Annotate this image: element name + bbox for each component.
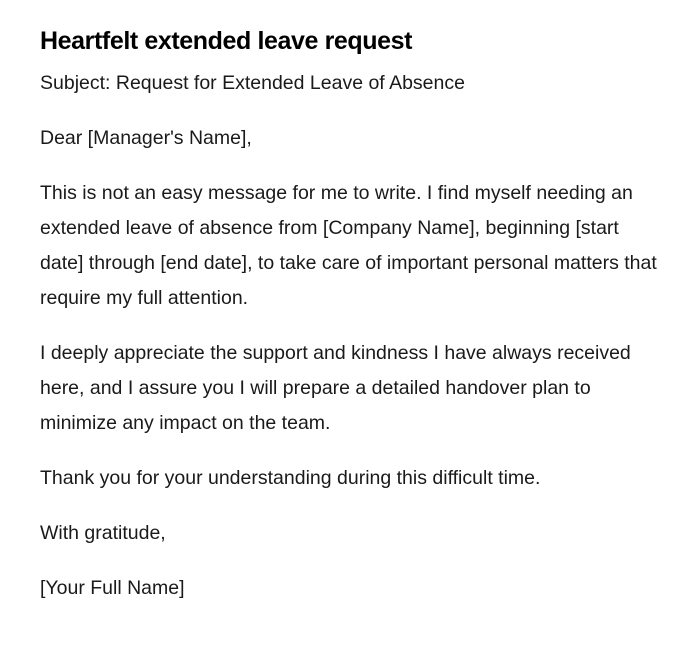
closing: With gratitude, (40, 522, 166, 544)
signature: [Your Full Name] (40, 577, 185, 599)
letter-document (40, 24, 660, 626)
salutation: Dear [Manager's Name], (40, 127, 252, 149)
body-paragraph-2: I deeply appreciate the support and kindness I have always received here, and I assure you I will prepare a detailed handover plan to minimize any impact on the team. (40, 342, 631, 434)
subject-line: Subject: Request for Extended Leave of Absence (40, 72, 465, 94)
body-paragraph-1: This is not an easy message for me to write. I find myself needing an extended leave of absence from [Company Name], beginning [start date] through [end date], to take care of important personal matters that require my full attention. (40, 182, 657, 309)
body-paragraph-3: Thank you for your understanding during this difficult time. (40, 467, 541, 489)
document-title: Heartfelt extended leave request (40, 27, 413, 55)
